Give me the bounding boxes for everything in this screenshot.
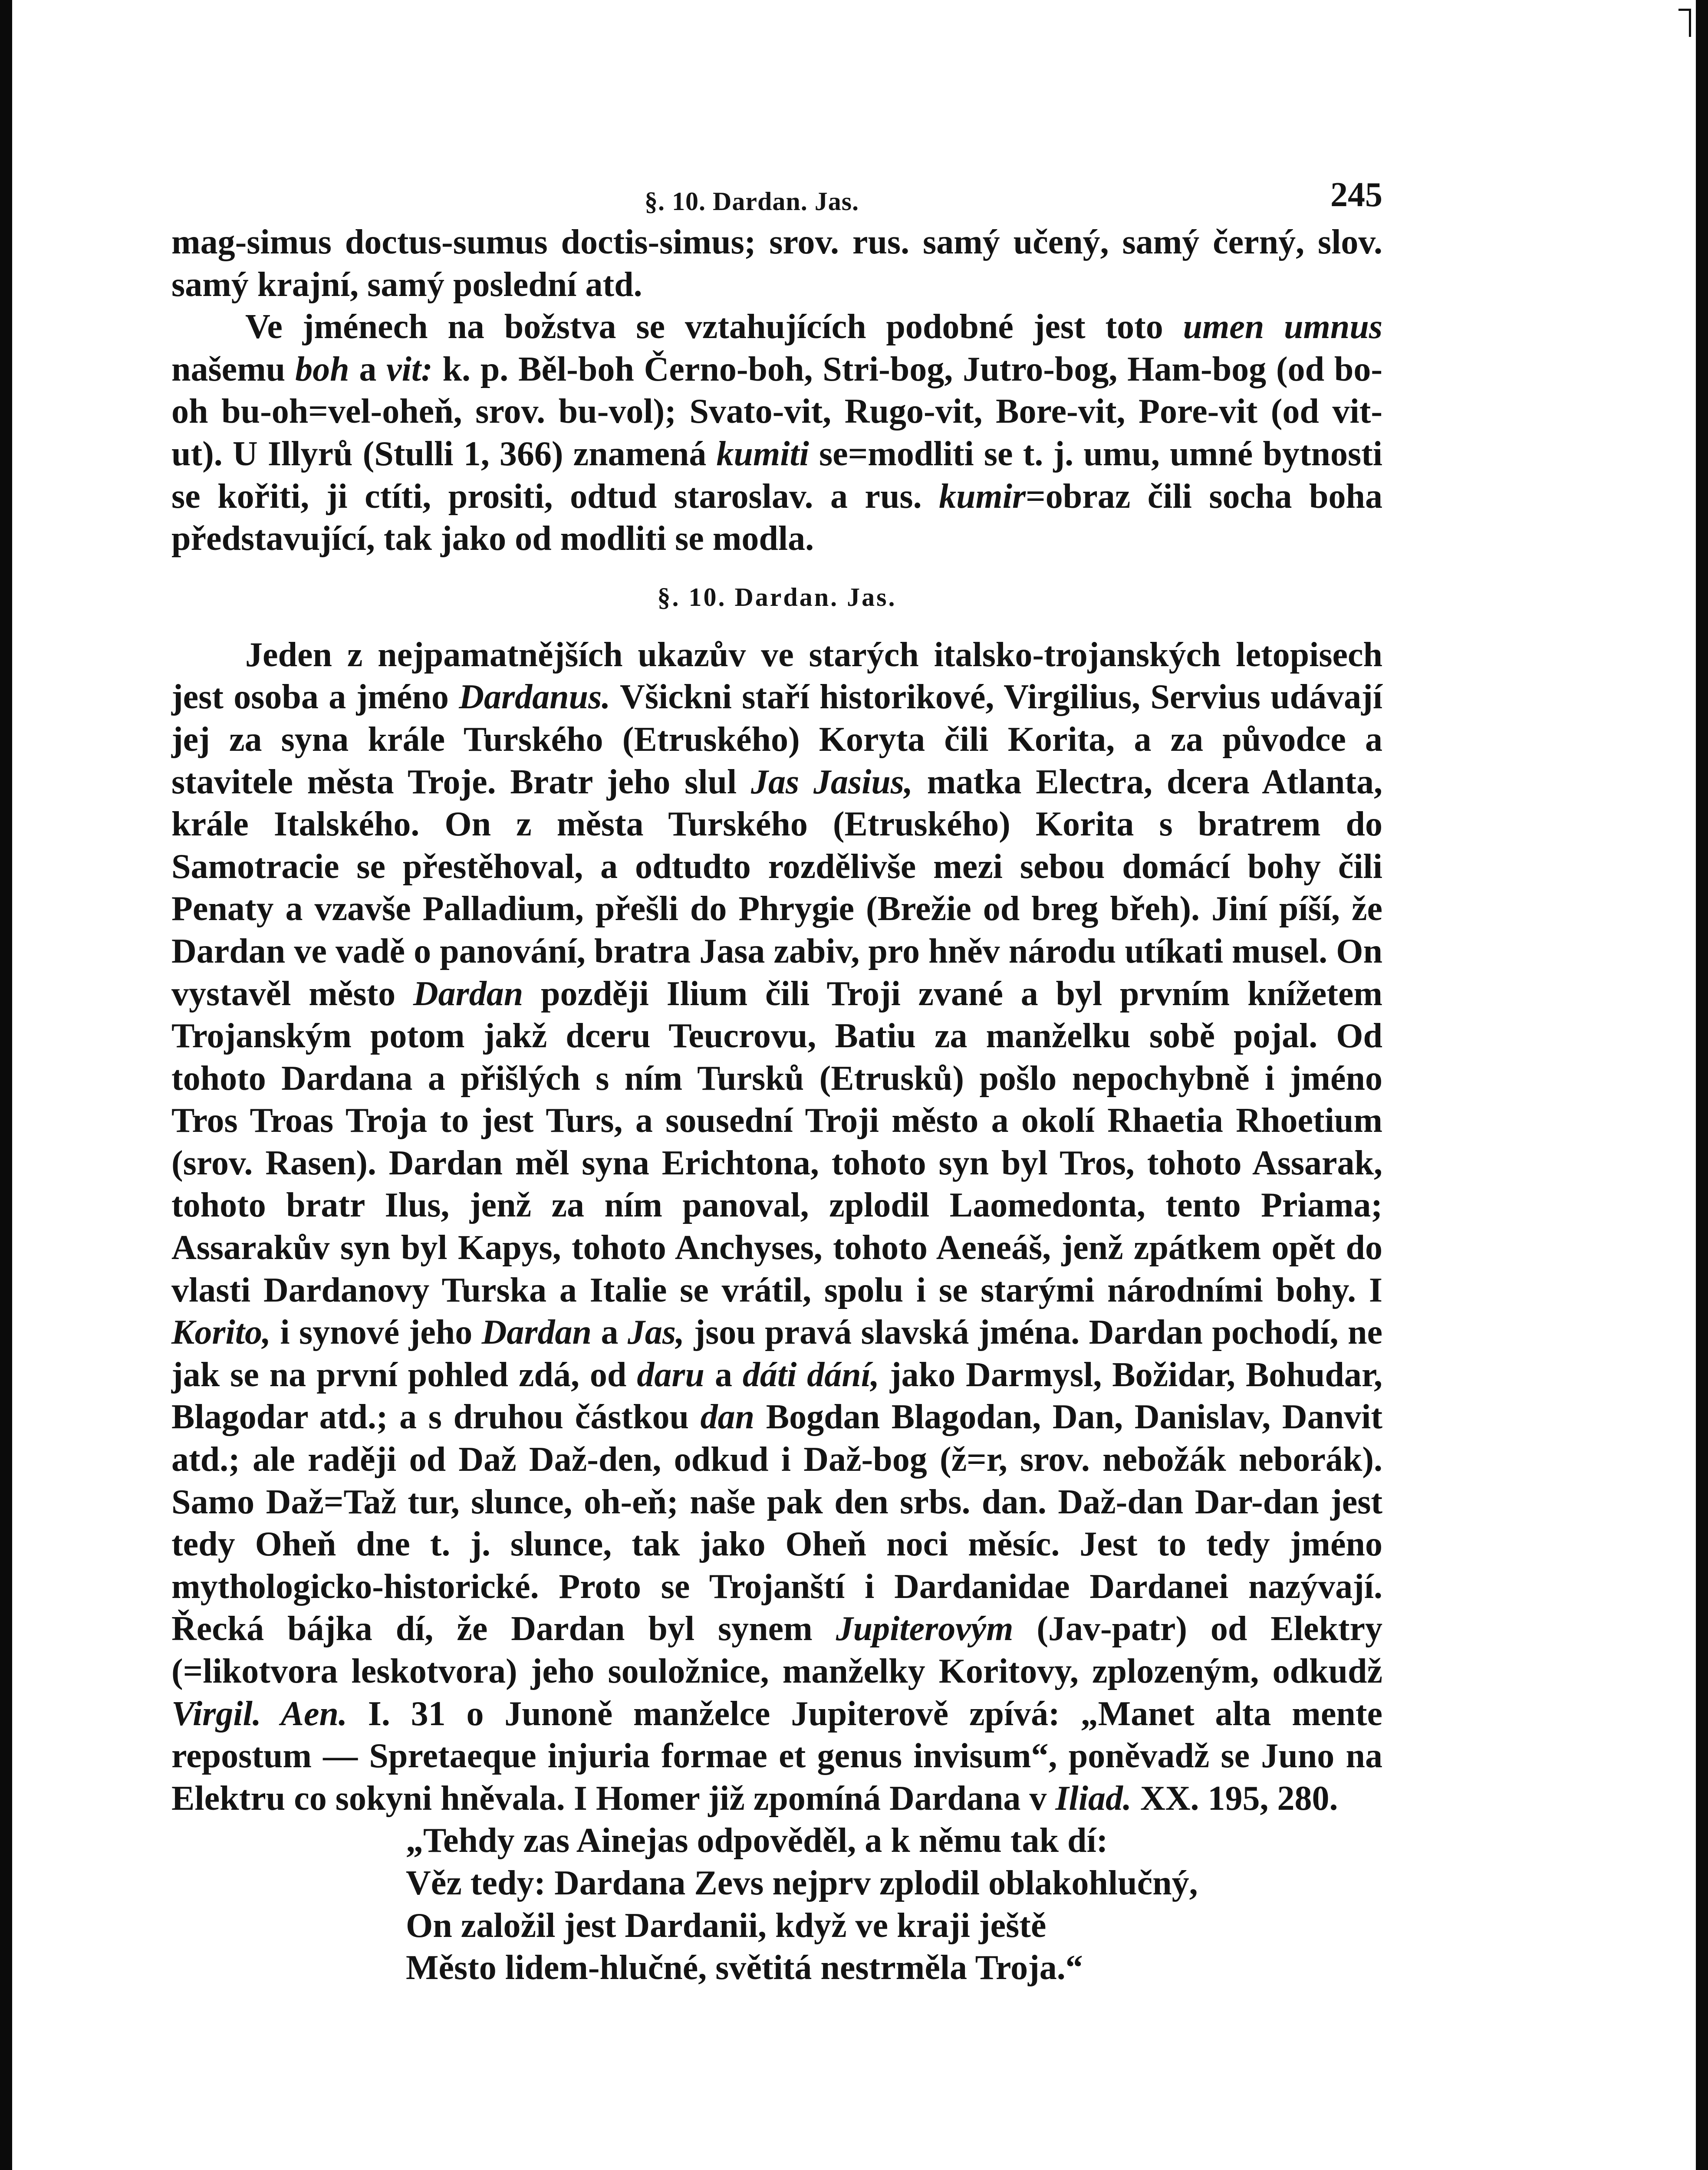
italic-term: Iliad. [1055,1779,1132,1818]
text-run: se=modliti se t. j. umu, umné bytnosti se kořiti, ji ctíti, prositi, odtud staroslav. a rus. [171,434,1382,516]
verse-line: Město lidem-hlučné, světitá nestrměla Troja.“ [406,1949,1083,1987]
italic-term: umen umnus [1183,308,1383,346]
italic-term: Korito, [171,1313,271,1352]
text-run: jsou pravá slavská jména. Dardan pochodí, ne jak se na první pohled zdá, od [171,1313,1382,1394]
text-run: našemu [171,350,296,388]
section-heading: §. 10. Dardan. Jas. [657,582,897,612]
text-run: a [592,1313,628,1352]
verse-quote [406,1820,1382,1989]
running-head: §. 10. Dardan. Jas. [645,187,859,216]
text-run: Všickni staří historikové, Virgilius, Servius udávají jej za syna krále Turského (Etruského) Koryta čili Korita, a za původce a stavitele města Troje. Bratr jeho slul [171,678,1383,801]
verse-line: „Tehdy zas Ainejas odpověděl, a k němu tak dí: [406,1821,1108,1860]
paragraph-divine-names [171,306,1382,560]
text-run: Jeden z nejpamatnějších ukazův ve starých italsko-trojanských letopisech jest osoba a jméno [171,635,1382,717]
corner-mark [1678,9,1691,37]
italic-term: Dardanus. [459,678,611,717]
italic-term: kumir [939,477,1026,516]
text-run: =obraz čili socha boha představující, tak jako od modliti se modla. [171,477,1383,558]
paragraph-dardan [171,634,1382,1820]
italic-term: kumiti [716,434,809,473]
text-run: k. p. Běl-boh Černo-boh, Stri-bog, Jutro-bog, Ham-bog (od bo-oh bu-oh=vel-oheň, srov. bu-vol); Svato-vit, Rugo-vit, Bore-vit, Pore-vit (od vit-ut). U Illyrů (Stulli 1, 366) znamená [171,350,1383,473]
body-text [171,221,1382,1820]
scan-border-left [0,0,12,2170]
page-number: 245 [1330,176,1382,214]
italic-term: Jas, [627,1313,685,1352]
text-run: Bogdan Blagodan, Dan, Danislav, Danvit atd.; ale raději od Daž Daž-den, odkud i Daž-bog (ž=r, srov. nebožák neborák). Samo Daž=Taž tur, slunce, oh-eň; naše pak den srbs. dan. Daž-dan Dar-dan jest tedy Oheň dne t. j. slunce, tak jako Oheň noci měsíc. Jest to tedy jméno mythologicko-historické. Proto se Trojanští i Dardanidae Dardanei nazývají. Řecká bájka dí, že Dardan byl synem [171,1398,1383,1648]
scan-border-right [1696,0,1708,2170]
text-run: později Ilium čili Troji zvané a byl prvním knížetem Trojanským potom jakž dceru Teucrovu, Batiu za manželku sobě pojal. Od tohoto Dardana a přišlých s ním Tursků (Etrusků) pošlo nepochybně i jméno Tros Troas Troja to jest Turs, a sousední Troji město a okolí Rhaetia Rhoetium (srov. Rasen). Dardan měl syna Erichtona, tohoto syn byl Tros, tohoto Assarak, tohoto bratr Ilus, jenž za ním panoval, zplodil Laomedonta, tento Priama; Assarakův syn byl Kapys, tohoto Anchyses, tohoto Aeneáš, jenž zpátkem opět do vlasti Dardanovy Turska a Italie se vrátil, spolu i se starými národními bohy. I [171,974,1383,1309]
page [171,174,1382,1989]
paragraph-continuation: mag-simus doctus-sumus doctis-simus; srov. rus. samý učený, samý černý, slov. samý krajní, samý poslední atd. [171,223,1382,304]
verse-line: Věz tedy: Dardana Zevs nejprv zplodil oblakohlučný, [406,1864,1198,1902]
italic-term: dáti dání, [742,1355,880,1394]
page-header [171,174,1382,221]
text-run: a [704,1355,743,1394]
text-run: Ve jménech na božstva se vztahujících podobné jest toto [245,308,1183,346]
text-run: I. 31 o Junoně manželce Jupiterově zpívá: „Manet alta mente repostum — Spretaeque injuria formae et genus invisum“, poněvadž se Juno na Elektru co sokyni hněvala. I Homer již zpomíná Dardana v [171,1694,1383,1818]
italic-term: daru [637,1355,704,1394]
italic-term: Dardan [481,1313,592,1352]
verse-line: On založil jest Dardanii, když ve kraji ještě [406,1906,1047,1945]
text-run: jako Darmysl, Božidar, Bohudar, Blagodar atd.; a s druhou částkou [171,1355,1382,1437]
italic-term: Virgil. Aen. [171,1694,347,1733]
text-run: (Jav-patr) od Elektry (=likotvora leskotvora) jeho souložnice, manželky Koritovy, zplozeným, odkudž [171,1610,1382,1690]
italic-term: Dardan [413,974,523,1013]
italic-term: boh [295,350,349,388]
italic-term: vit: [386,350,433,388]
italic-term: Jupiterovým [836,1610,1014,1648]
text-run: XX. 195, 280. [1131,1779,1338,1818]
italic-term: Jas Jasius, [751,763,913,801]
text-run: matka Electra, dcera Atlanta, krále Italského. On z města Turského (Etruského) Korita s bratrem do Samotracie se přestěhoval, a odtudto rozdělivše mezi sebou domácí bohy čili Penaty a vzavše Palladium, přešli do Phrygie (Brežie od breg břeh). Jiní píší, že Dardan ve vadě o panování, bratra Jasa zabiv, pro hněv národu utíkati musel. On vystavěl město [171,763,1383,1013]
text-run: i synové jeho [270,1313,482,1352]
italic-term: dan [700,1398,755,1437]
text-run: a [349,350,387,388]
